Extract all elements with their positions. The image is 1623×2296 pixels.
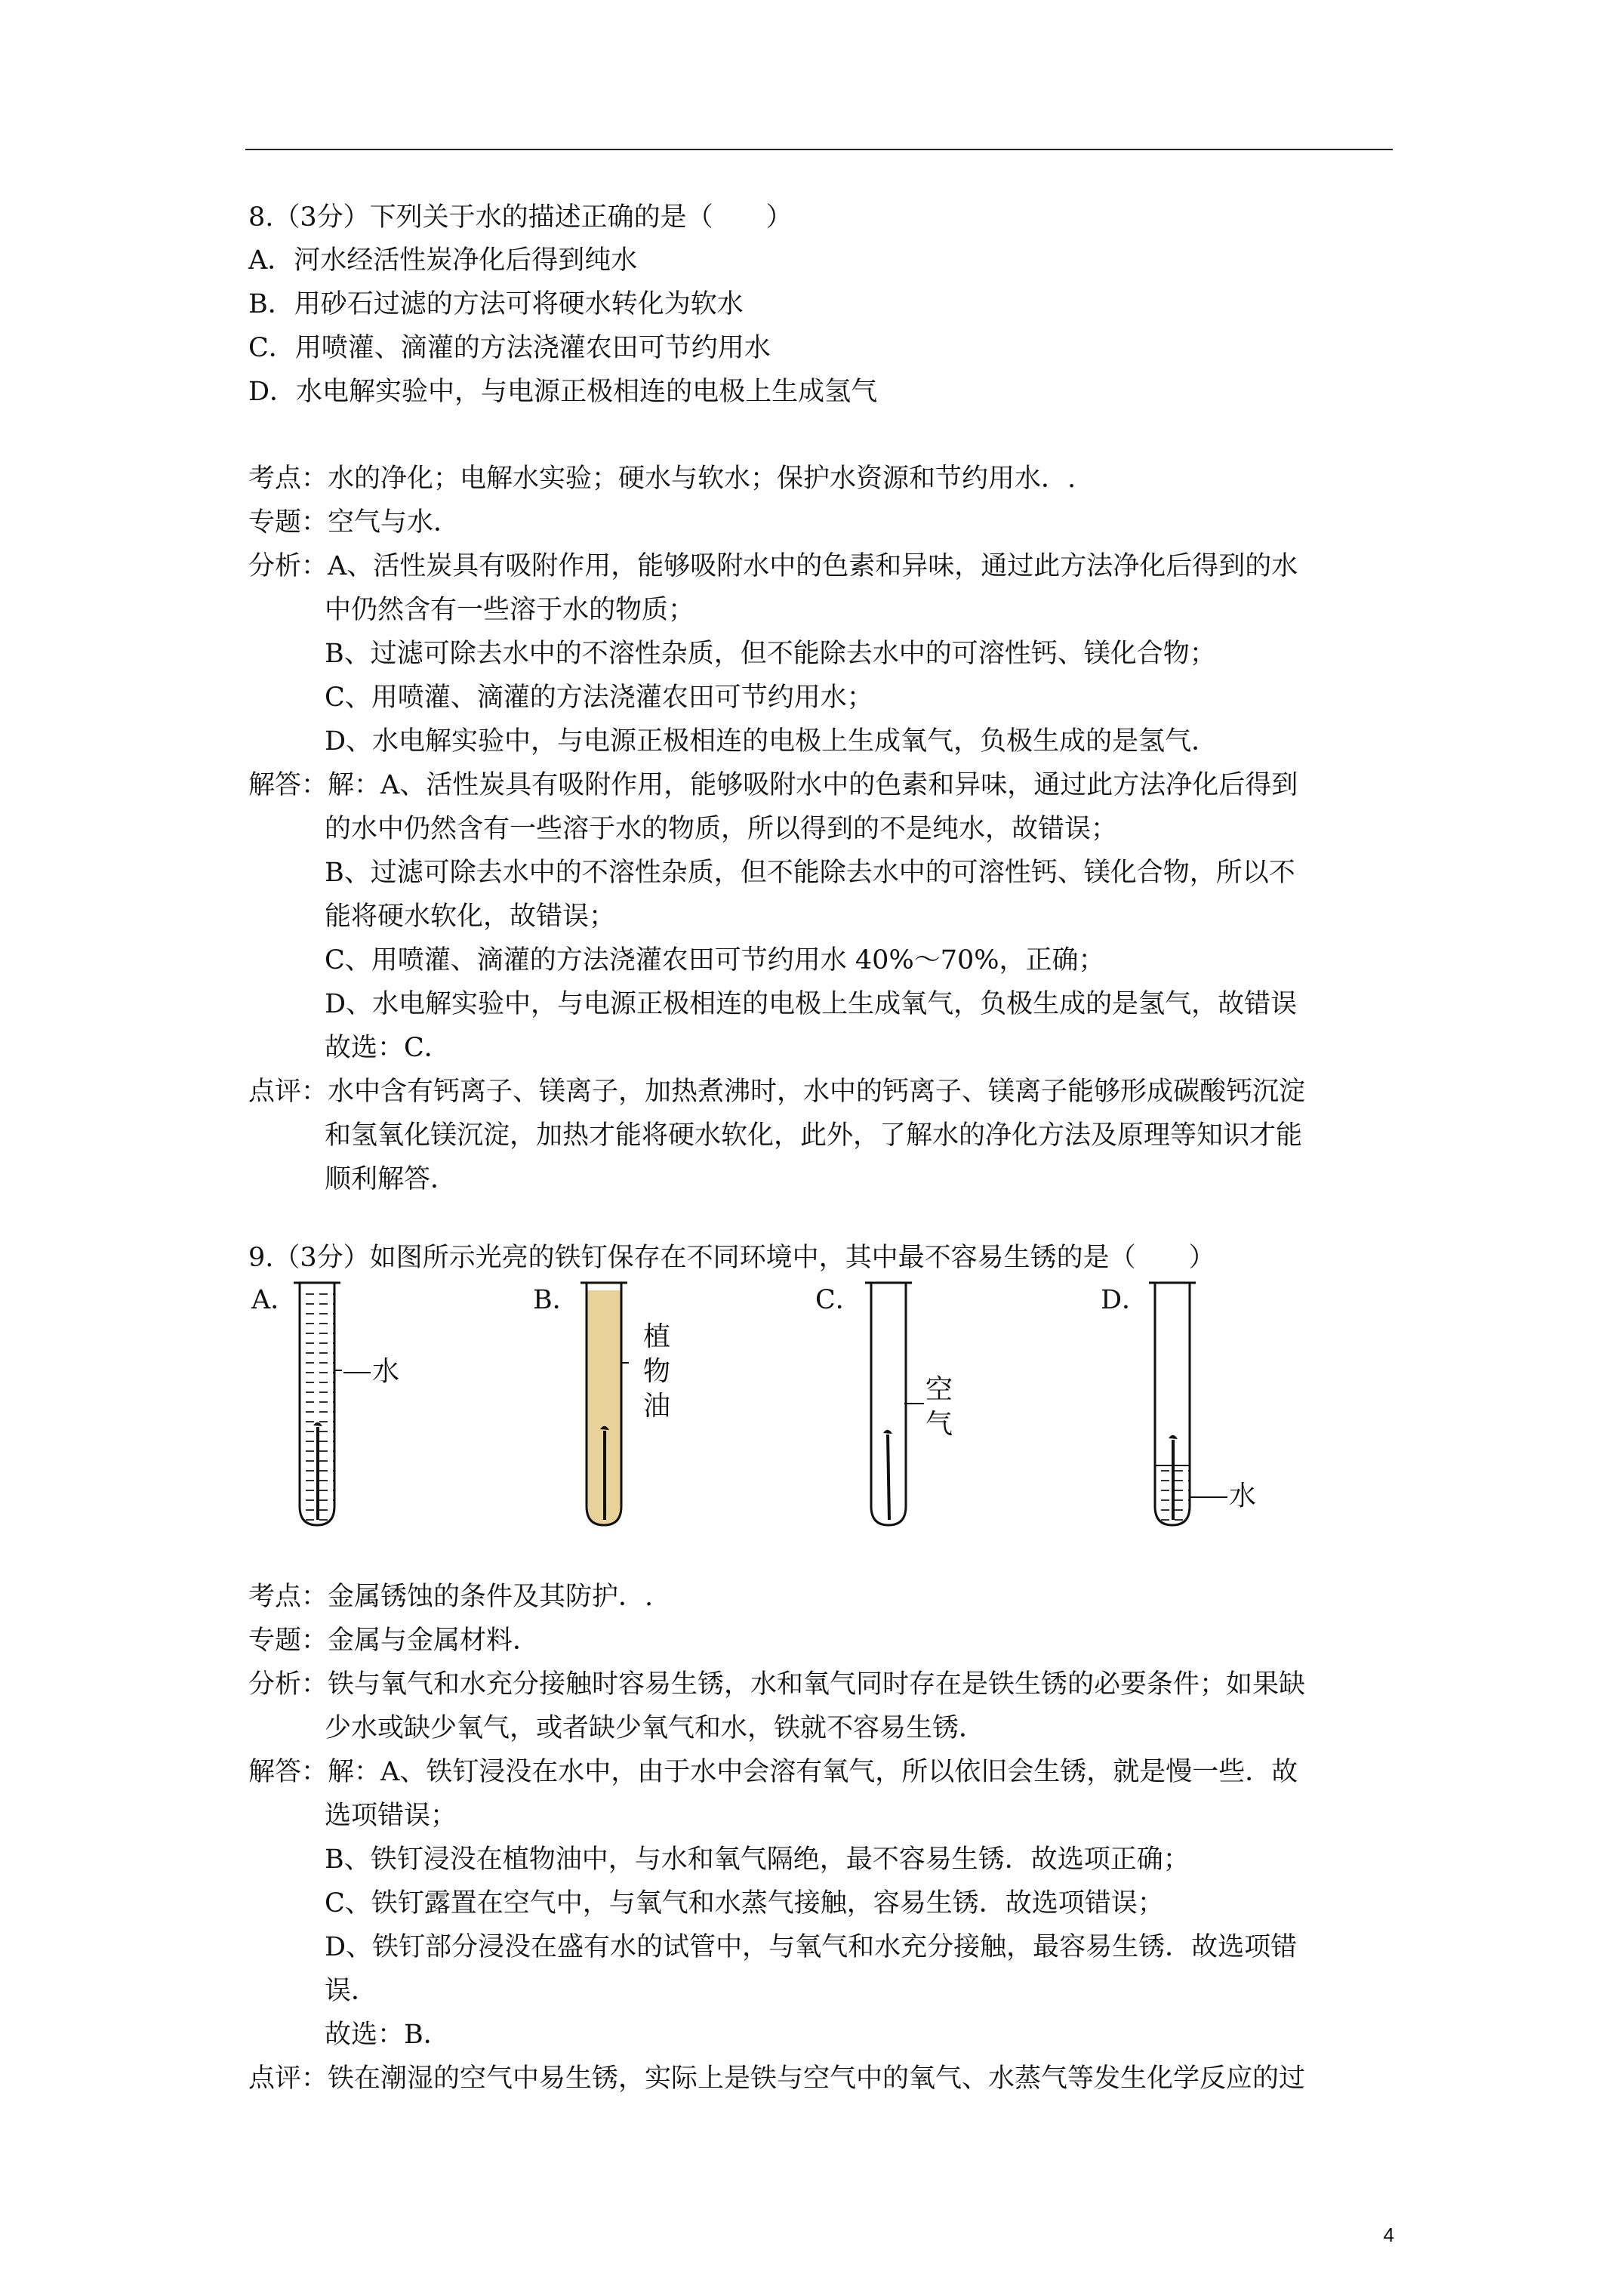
q9-jieda-line: 解答：解：A、铁钉浸没在水中，由于水中会溶有氧气，所以依旧会生锈，就是慢一些．故 <box>248 1757 1298 1787</box>
tube-c-leader <box>904 1403 924 1404</box>
q8-fenxi-line: D、水电解实验中，与电源正极相连的电极上生成氧气，负极生成的是氢气． <box>325 726 1218 757</box>
q8-jieda-line: 故选：C． <box>325 1033 451 1063</box>
tube-a-letter: A． <box>251 1285 297 1315</box>
q8-fenxi-line: C、用喷灌、滴灌的方法浇灌农田可节约用水； <box>325 683 873 713</box>
q9-fenxi-line: 少水或缺少氧气，或者缺少氧气和水，铁就不容易生锈． <box>325 1713 986 1743</box>
q8-dianping-line: 和氢氧化镁沉淀，加热才能将硬水软化，此外，了解水的净化方法及原理等知识才能 <box>325 1120 1303 1151</box>
tube-c-label: 空 气 <box>925 1374 953 1440</box>
q8-fenxi-line: B、过滤可除去水中的不溶性杂质，但不能除去水中的可溶性钙、镁化合物； <box>325 639 1216 669</box>
q8-kaodian: 考点：水的净化；电解水实验；硬水与软水；保护水资源和节约用水．. <box>248 464 1076 494</box>
q8-option-c: C．用喷灌、滴灌的方法浇灌农田可节约用水 <box>248 333 771 363</box>
q8-option-a: A．河水经活性炭净化后得到纯水 <box>248 245 638 276</box>
q8-jieda-line: 的水中仍然含有一些溶于水的物质，所以得到的不是纯水，故错误； <box>325 814 1118 844</box>
q9-fenxi-line: 分析：铁与氧气和水充分接触时容易生锈，水和氧气同时存在是铁生锈的必要条件；如果缺 <box>248 1669 1306 1700</box>
q9-jieda-line: C、铁钉露置在空气中，与氧气和水蒸气接触，容易生锈．故选项错误； <box>325 1888 1164 1918</box>
tube-d-label: 水 <box>1190 1481 1256 1512</box>
q8-stem: 8.（3分）下列关于水的描述正确的是（ ） <box>248 202 793 233</box>
tube-b-label: 植 物 油 <box>642 1321 670 1422</box>
q8-jieda-line: C、用喷灌、滴灌的方法浇灌农田可节约用水 40%～70%，正确； <box>325 945 1105 975</box>
q9-dianping-line: 点评：铁在潮湿的空气中易生锈，实际上是铁与空气中的氧气、水蒸气等发生化学反应的过 <box>248 2063 1306 2094</box>
q9-kaodian: 考点：金属锈蚀的条件及其防护．. <box>248 1582 654 1612</box>
q8-jieda-line: 能将硬水软化，故错误； <box>325 901 616 932</box>
tube-d-letter: D． <box>1101 1285 1149 1315</box>
tube-b-icon <box>577 1280 630 1536</box>
q8-jieda-line: B、过滤可除去水中的不溶性杂质，但不能除去水中的可溶性钙、镁化合物，所以不 <box>325 858 1295 888</box>
tube-c-letter: C． <box>815 1285 862 1315</box>
header-rule <box>245 149 1393 150</box>
q8-dianping-line: 顺利解答． <box>325 1164 457 1194</box>
q8-option-b: B．用砂石过滤的方法可将硬水转化为软水 <box>248 289 744 319</box>
q9-jieda-line: 选项错误； <box>325 1801 457 1831</box>
q8-zhuanti: 专题：空气与水． <box>248 507 460 538</box>
tube-c-icon <box>862 1280 915 1536</box>
q9-jieda-line: 故选：B． <box>325 2020 450 2050</box>
q8-dianping-line: 点评：水中含有钙离子、镁离子，加热煮沸时，水中的钙离子、镁离子能够形成碳酸钙沉淀 <box>248 1077 1306 1107</box>
q9-stem: 9.（3分）如图所示光亮的铁钉保存在不同环境中，其中最不容易生锈的是（ ） <box>248 1243 1215 1273</box>
q9-jieda-line: B、铁钉浸没在植物油中，与水和氧气隔绝，最不容易生锈．故选项正确； <box>325 1845 1190 1875</box>
q9-jieda-line: D、铁钉部分浸没在盛有水的试管中，与氧气和水充分接触，最容易生锈．故选项错 <box>325 1932 1298 1962</box>
q9-zhuanti: 专题：金属与金属材料． <box>248 1626 540 1656</box>
tube-a-label: 水 <box>343 1357 399 1387</box>
q8-fenxi-line: 分析：A、活性炭具有吸附作用，能够吸附水中的色素和异味，通过此方法净化后得到的水 <box>248 551 1298 581</box>
q8-option-d: D．水电解实验中，与电源正极相连的电极上生成氢气 <box>248 377 878 407</box>
page-number: 4 <box>1383 2224 1394 2246</box>
q8-fenxi-line: 中仍然含有一些溶于水的物质； <box>325 595 695 625</box>
tube-a-icon <box>291 1280 343 1536</box>
q8-jieda-line: D、水电解实验中，与电源正极相连的电极上生成氧气，负极生成的是氢气，故错误 <box>325 989 1298 1019</box>
q9-jieda-line: 误． <box>325 1976 378 2006</box>
q8-jieda-line: 解答：解：A、活性炭具有吸附作用，能够吸附水中的色素和异味，通过此方法净化后得到 <box>248 770 1298 800</box>
tube-b-letter: B． <box>533 1285 579 1315</box>
